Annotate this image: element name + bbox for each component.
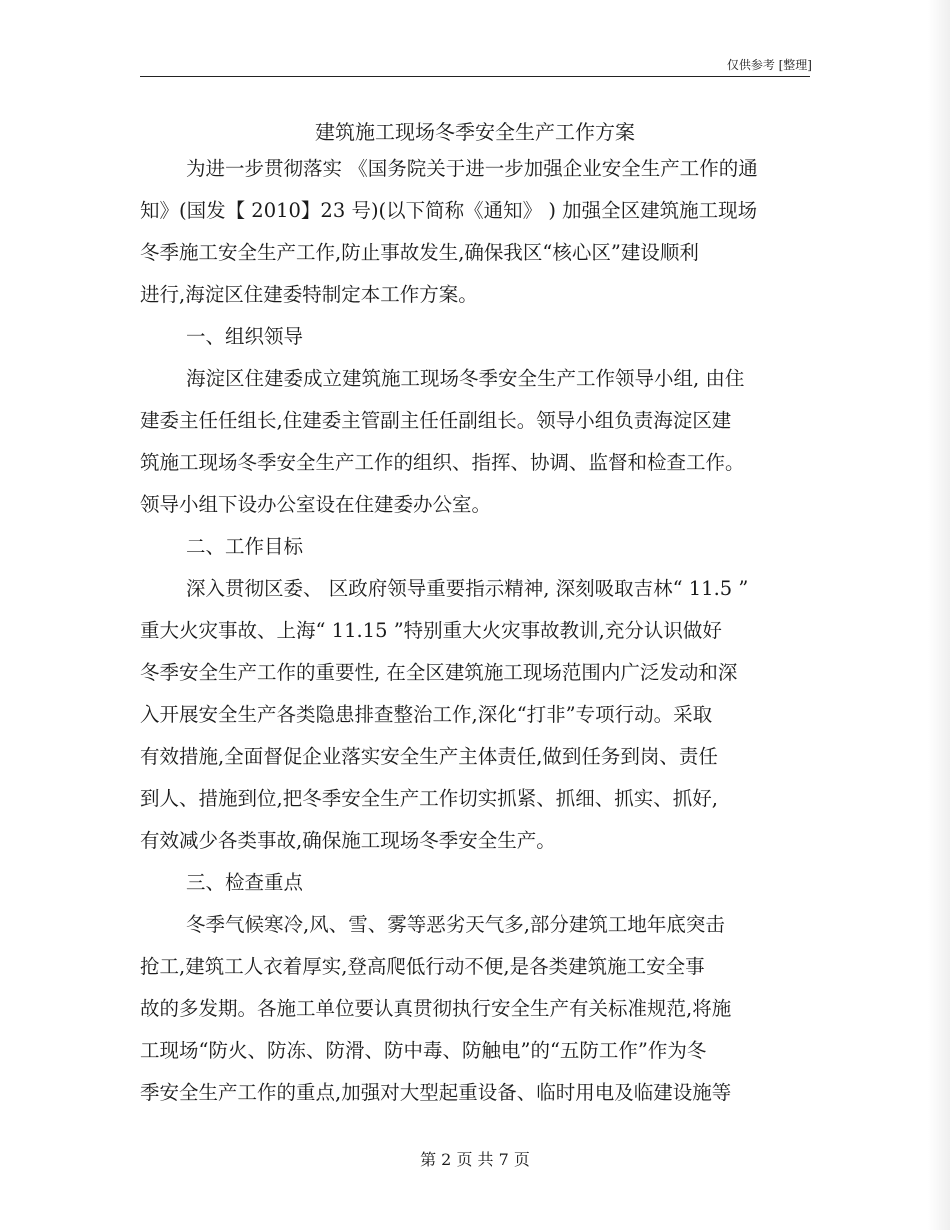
text-line: 抢工,建筑工人衣着厚实,登高爬低行动不便,是各类建筑施工安全事 (140, 955, 705, 978)
text-line: 冬季安全生产工作的重要性, 在全区建筑施工现场范围内广泛发动和深 (140, 661, 738, 684)
text-line: 筑施工现场冬季安全生产工作的组织、指挥、协调、监督和检查工作。 (140, 451, 745, 474)
text-line: 深入贯彻区委、 区政府领导重要指示精神, 深刻吸取吉林“ 11.5 ” (186, 577, 749, 600)
header-rule (140, 76, 810, 77)
text-line: 二、工作目标 (186, 535, 304, 558)
text-line: 知》(国发【 2010】23 号)(以下简称《通知》 ) 加强全区建筑施工现场 (140, 199, 758, 222)
text-line: 进行,海淀区住建委特制定本工作方案。 (140, 283, 478, 306)
text-line: 冬季施工安全生产工作,防止事故发生,确保我区“核心区”建设顺利 (140, 241, 699, 264)
document-body (140, 148, 820, 1114)
text-line: 为进一步贯彻落实 《国务院关于进一步加强企业安全生产工作的通 (186, 157, 758, 180)
page-edge-shadow (928, 0, 950, 1230)
document-title: 建筑施工现场冬季安全生产工作方案 (315, 120, 635, 144)
text-line: 到人、措施到位,把冬季安全生产工作切实抓紧、抓细、抓实、抓好, (140, 787, 718, 810)
text-line: 建委主任任组长,住建委主管副主任任副组长。领导小组负责海淀区建 (140, 409, 732, 432)
header-note: 仅供参考 [整理] (726, 58, 812, 72)
text-line: 冬季气候寒冷,风、雪、雾等恶劣天气多,部分建筑工地年底突击 (186, 913, 725, 936)
page-number-footer: 第 2 页 共 7 页 (420, 1150, 530, 1169)
text-line: 季安全生产工作的重点,加强对大型起重设备、临时用电及临建设施等 (140, 1081, 732, 1104)
text-line: 三、检查重点 (186, 871, 304, 894)
text-line: 领导小组下设办公室设在住建委办公室。 (140, 493, 492, 516)
text-line: 有效措施,全面督促企业落实安全生产主体责任,做到任务到岗、责任 (140, 745, 718, 768)
text-line: 入开展安全生产各类隐患排查整治工作,深化“打非”专项行动。采取 (140, 703, 713, 726)
text-line: 一、组织领导 (186, 325, 304, 348)
text-line: 有效减少各类事故,确保施工现场冬季安全生产。 (140, 829, 556, 852)
text-line: 故的多发期。各施工单位要认真贯彻执行安全生产有关标准规范,将施 (140, 997, 732, 1020)
text-line: 工现场“防火、防冻、防滑、防中毒、防触电”的“五防工作”作为冬 (140, 1039, 707, 1062)
text-line: 重大火灾事故、上海“ 11.15 ”特别重大火灾事故教训,充分认识做好 (140, 619, 722, 642)
text-line: 海淀区住建委成立建筑施工现场冬季安全生产工作领导小组, 由住 (186, 367, 745, 390)
